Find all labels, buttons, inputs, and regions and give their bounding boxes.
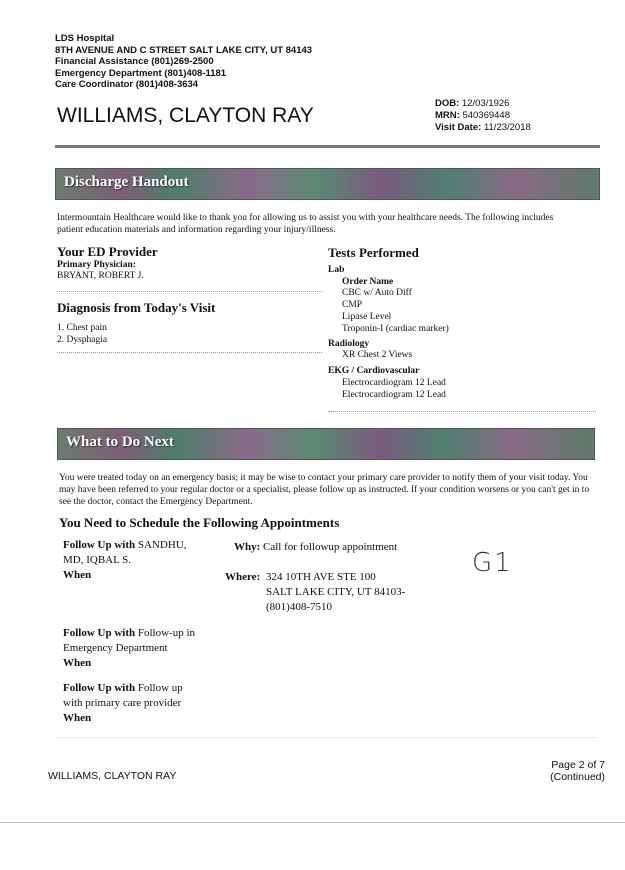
diagnosis-item-1: 1. Chest pain xyxy=(57,323,107,333)
radiology-label: Radiology xyxy=(328,339,370,349)
page-number: Page 2 of 7 xyxy=(551,759,605,771)
follow-up-provider: with primary care provider xyxy=(63,697,182,709)
dob-value: 12/03/1926 xyxy=(461,98,510,109)
lab-label: Lab xyxy=(328,265,345,275)
follow-up-label: Follow Up with xyxy=(63,539,136,551)
visit-date-label: Visit Date: xyxy=(435,122,482,133)
mrn-value: 540369448 xyxy=(462,110,511,121)
patient-name: WILLIAMS, CLAYTON RAY xyxy=(57,104,314,127)
handwritten-note: G1 xyxy=(472,548,513,578)
header-divider xyxy=(55,145,600,148)
appointments-heading: You Need to Schedule the Following Appointments xyxy=(59,515,340,530)
where-address: 324 10TH AVE STE 100 xyxy=(266,571,376,583)
when-label: When xyxy=(63,712,92,724)
where-address: SALT LAKE CITY, UT 84103- xyxy=(266,586,406,598)
lab-test: Troponin-I (cardiac marker) xyxy=(342,324,449,334)
order-name-label: Order Name xyxy=(342,277,394,287)
where-phone: (801)408-7510 xyxy=(266,601,332,613)
lab-test: CMP xyxy=(342,300,363,310)
tests-heading: Tests Performed xyxy=(328,245,419,260)
follow-up-provider: Follow-up in xyxy=(137,627,196,639)
follow-up-provider: MD, IQBAL S. xyxy=(63,554,132,566)
visit-date-value: 11/23/2018 xyxy=(483,122,531,133)
ekg-test: Electrocardiogram 12 Lead xyxy=(342,378,446,388)
discharge-banner: Discharge Handout xyxy=(55,168,600,200)
next-banner: What to Do Next xyxy=(57,428,595,460)
diagnosis-heading: Diagnosis from Today's Visit xyxy=(57,300,216,315)
mrn-label: MRN: xyxy=(435,110,460,121)
ekg-label: EKG / Cardiovascular xyxy=(328,366,420,376)
lab-test: Lipase Level xyxy=(342,312,392,322)
hospital-address: 8TH AVENUE AND C STREET SALT LAKE CITY, UT 84143 xyxy=(55,44,313,56)
when-label: When xyxy=(63,657,92,669)
why-label: Why: xyxy=(234,541,261,553)
financial-assistance: Financial Assistance (801)269-2500 xyxy=(55,56,214,67)
diagnosis-item-2: 2. Dysphagia xyxy=(57,335,108,345)
why-text: Call for followup appointment xyxy=(263,541,398,553)
care-coordinator: Care Coordinator (801)408-3634 xyxy=(55,79,199,90)
follow-up-provider: SANDHU, xyxy=(137,539,187,551)
primary-physician-label: Primary Physician: xyxy=(57,260,136,270)
dob-label: DOB: xyxy=(435,98,460,109)
ekg-test: Electrocardiogram 12 Lead xyxy=(342,390,446,400)
footer-patient-name: WILLIAMS, CLAYTON RAY xyxy=(48,770,177,782)
discharge-intro: Intermountain Healthcare would like to thank you for allowing us to assist you with your healthcare needs. The following includes patient education materials and information regarding your injury/illness. xyxy=(57,213,554,235)
continued-label: (Continued) xyxy=(550,771,605,783)
follow-up-label: Follow Up with xyxy=(63,627,136,639)
follow-up-label: Follow Up with xyxy=(63,682,136,694)
primary-physician-name: BRYANT, ROBERT J. xyxy=(57,271,144,281)
provider-heading: Your ED Provider xyxy=(57,244,158,259)
follow-up-provider: Follow up xyxy=(137,682,183,694)
lab-test: CBC w/ Auto Diff xyxy=(342,288,412,298)
follow-up-provider: Emergency Department xyxy=(63,642,168,654)
hospital-name: LDS Hospital xyxy=(55,33,115,44)
where-label: Where: xyxy=(225,571,261,583)
when-label: When xyxy=(63,569,92,581)
scan-edge-line xyxy=(0,822,625,823)
emergency-department: Emergency Department (801)408-1181 xyxy=(55,67,227,79)
next-intro: You were treated today on an emergency basis; it may be wise to contact your primary care provider to notify them of your visit today. You may have been referred to your regular doctor or a specialist, please follow up as instructed. If your condition worsens or you can't get in to see the doctor, contact the Emergency Department. xyxy=(59,473,590,507)
radiology-test: XR Chest 2 Views xyxy=(342,350,413,360)
